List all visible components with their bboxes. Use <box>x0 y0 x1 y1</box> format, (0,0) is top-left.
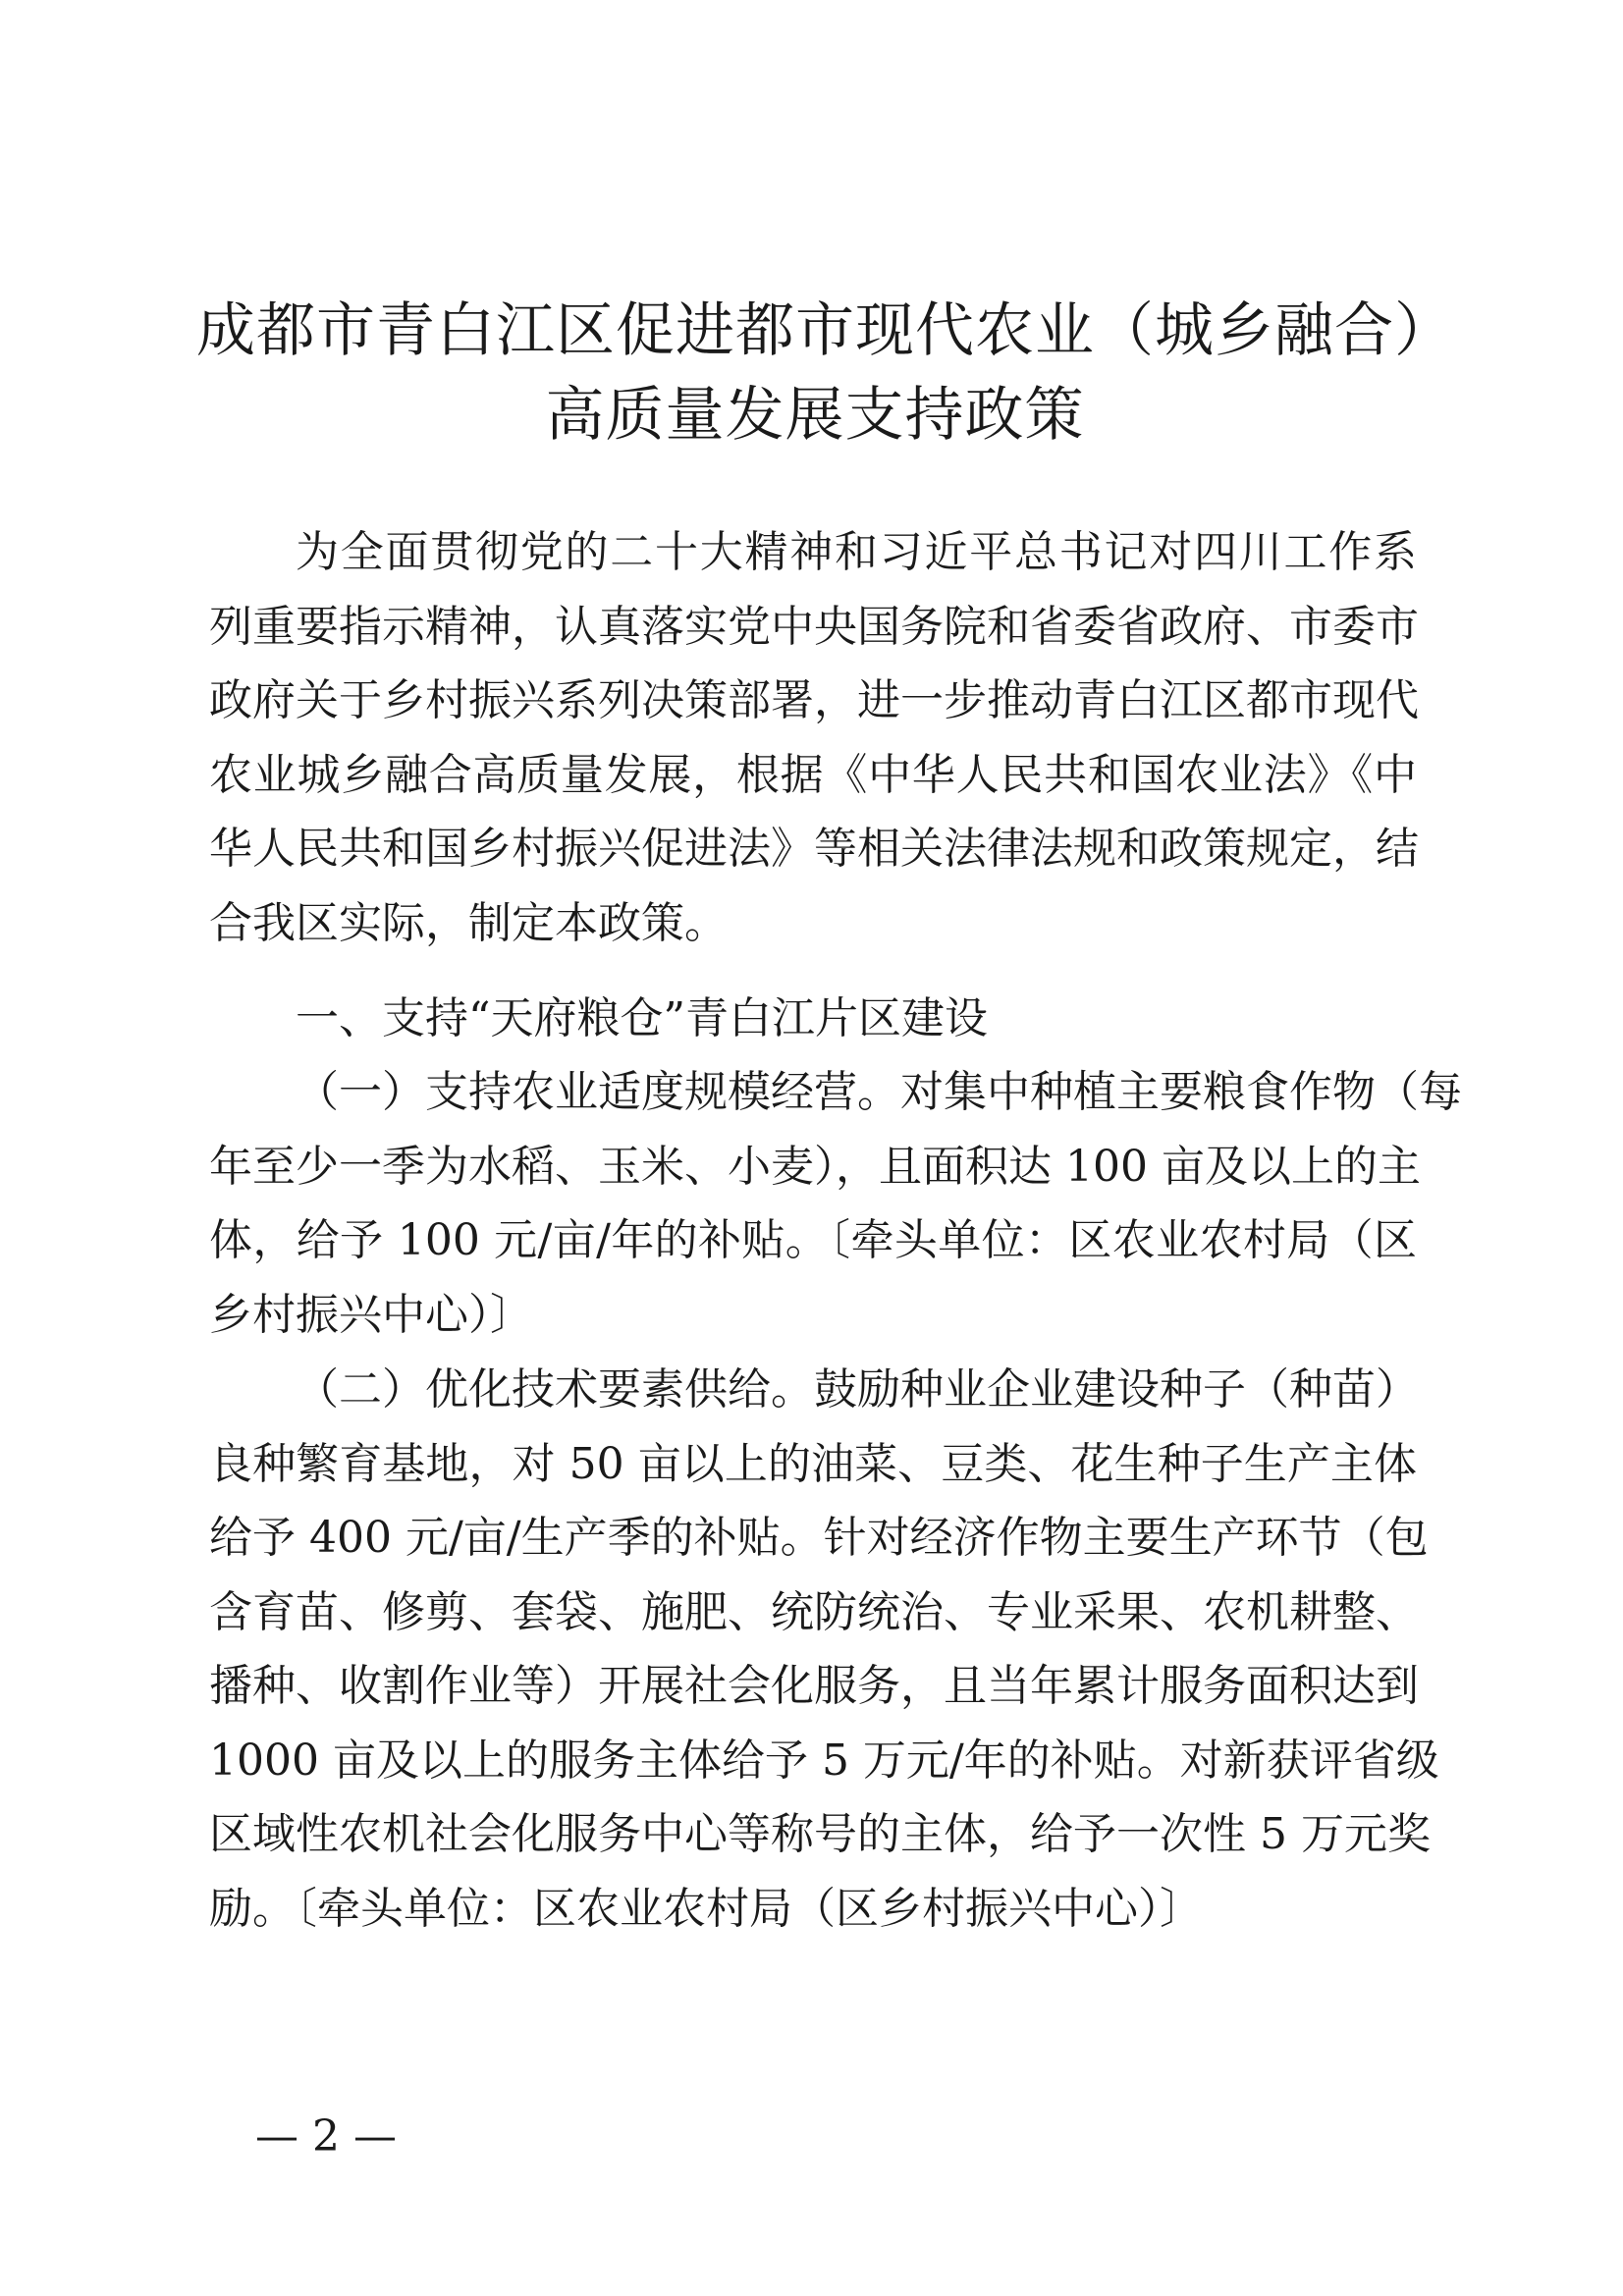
page-number: — 2 — <box>255 2111 397 2162</box>
item-1-paragraph <box>209 1055 1462 1352</box>
preamble-paragraph <box>209 515 1417 960</box>
preamble-line: 为全面贯彻党的二十大精神和习近平总书记对四川工作系 <box>296 527 1417 577</box>
preamble-line: 华人民共和国乡村振兴促进法》等相关法律法规和政策规定，结 <box>209 824 1419 874</box>
preamble-line: 列重要指示精神，认真落实党中央国务院和省委省政府、市委市 <box>209 601 1419 652</box>
document-title-line-2: 高质量发展支持政策 <box>545 381 1085 450</box>
item-2-line: 给予 400 元/亩/生产季的补贴。针对经济作物主要生产环节（包 <box>209 1513 1429 1563</box>
document-title-line-1: 成都市青白江区促进都市现代农业（城乡融合） <box>196 296 1454 365</box>
item-2-line: 区域性农机社会化服务中心等称号的主体，给予一次性 5 万元奖 <box>209 1809 1431 1859</box>
item-1-line: 体，给予 100 元/亩/年的补贴。〔牵头单位：区农业农村局（区 <box>209 1215 1417 1265</box>
item-2-line: （二）优化技术要素供给。鼓励种业企业建设种子（种苗） <box>296 1364 1419 1415</box>
item-2-line: 良种繁育基地，对 50 亩以上的油菜、豆类、花生种子生产主体 <box>209 1438 1417 1489</box>
item-2-line: 1000 亩及以上的服务主体给予 5 万元/年的补贴。对新获评省级 <box>209 1735 1439 1786</box>
item-1-line: 年至少一季为水稻、玉米、小麦），且面积达 100 亩及以上的主 <box>209 1141 1421 1192</box>
section-heading <box>209 982 1417 1056</box>
section-1-heading: 一、支持“天府粮仓”青白江片区建设 <box>296 993 988 1043</box>
preamble-line: 农业城乡融合高质量发展，根据《中华人民共和国农业法》《中 <box>209 749 1417 800</box>
item-2-line: 励。〔牵头单位：区农业农村局（区乡村振兴中心）〕 <box>209 1883 1203 1934</box>
item-2-line: 含育苗、修剪、套袋、施肥、统防统治、专业采果、农机耕整、 <box>209 1586 1419 1637</box>
preamble-line: 合我区实际，制定本政策。 <box>209 897 728 948</box>
item-1-line: （一）支持农业适度规模经营。对集中种植主要粮食作物（每 <box>296 1067 1462 1117</box>
item-2-paragraph <box>209 1353 1439 1946</box>
item-1-line: 乡村振兴中心）〕 <box>209 1289 533 1340</box>
preamble-line: 政府关于乡村振兴系列决策部署，进一步推动青白江区都市现代 <box>209 675 1419 725</box>
item-2-line: 播种、收割作业等）开展社会化服务，且当年累计服务面积达到 <box>209 1661 1419 1711</box>
